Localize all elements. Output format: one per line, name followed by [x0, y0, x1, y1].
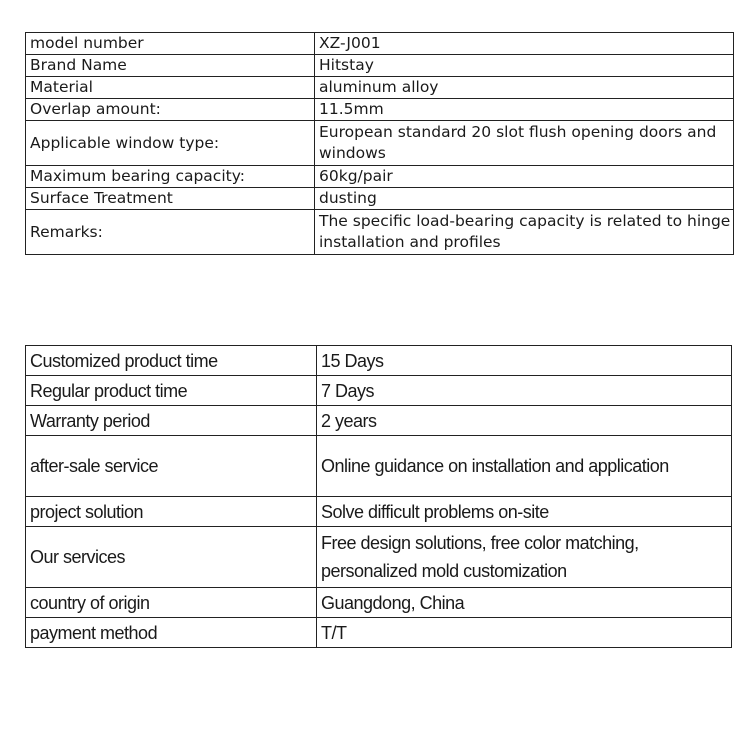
- service-value: 15 Days: [317, 346, 732, 376]
- service-value: Free design solutions, free color matching, personalized mold customization: [317, 527, 732, 588]
- table-row: [26, 406, 732, 436]
- spec-value: The specific load-bearing capacity is related to hinge installation and profiles: [315, 210, 734, 255]
- table-row: [26, 166, 734, 188]
- table-row: [26, 99, 734, 121]
- table-row: [26, 497, 732, 527]
- spec-label: Applicable window type:: [26, 121, 315, 166]
- spec-label: Surface Treatment: [26, 188, 315, 210]
- service-value: Online guidance on installation and application: [317, 436, 732, 497]
- table-row: [26, 77, 734, 99]
- service-label: Our services: [26, 527, 317, 588]
- spec-label: Maximum bearing capacity:: [26, 166, 315, 188]
- table-row: [26, 527, 732, 588]
- spec-label: Overlap amount:: [26, 99, 315, 121]
- table-row: [26, 55, 734, 77]
- spec-value: dusting: [315, 188, 734, 210]
- spec-value: European standard 20 slot flush opening doors and windows: [315, 121, 734, 166]
- table-row: [26, 436, 732, 497]
- service-info-table: [25, 345, 732, 648]
- product-spec-table: [25, 32, 734, 255]
- spec-value: 11.5mm: [315, 99, 734, 121]
- table-row: [26, 188, 734, 210]
- spec-label: Material: [26, 77, 315, 99]
- table-row: [26, 618, 732, 648]
- service-label: Warranty period: [26, 406, 317, 436]
- service-label: project solution: [26, 497, 317, 527]
- table-row: [26, 210, 734, 255]
- table-row: [26, 121, 734, 166]
- service-label: after-sale service: [26, 436, 317, 497]
- service-value: Guangdong, China: [317, 588, 732, 618]
- service-label: Customized product time: [26, 346, 317, 376]
- service-value: Solve difficult problems on-site: [317, 497, 732, 527]
- spec-value: XZ-J001: [315, 33, 734, 55]
- spec-label: Brand Name: [26, 55, 315, 77]
- table-row: [26, 588, 732, 618]
- service-label: country of origin: [26, 588, 317, 618]
- table-row: [26, 376, 732, 406]
- service-label: Regular product time: [26, 376, 317, 406]
- service-value: 7 Days: [317, 376, 732, 406]
- service-label: payment method: [26, 618, 317, 648]
- spec-label: Remarks:: [26, 210, 315, 255]
- service-value: 2 years: [317, 406, 732, 436]
- spec-value: Hitstay: [315, 55, 734, 77]
- table-row: [26, 346, 732, 376]
- table-row: [26, 33, 734, 55]
- spec-value: aluminum alloy: [315, 77, 734, 99]
- spec-label: model number: [26, 33, 315, 55]
- spec-value: 60kg/pair: [315, 166, 734, 188]
- service-value: T/T: [317, 618, 732, 648]
